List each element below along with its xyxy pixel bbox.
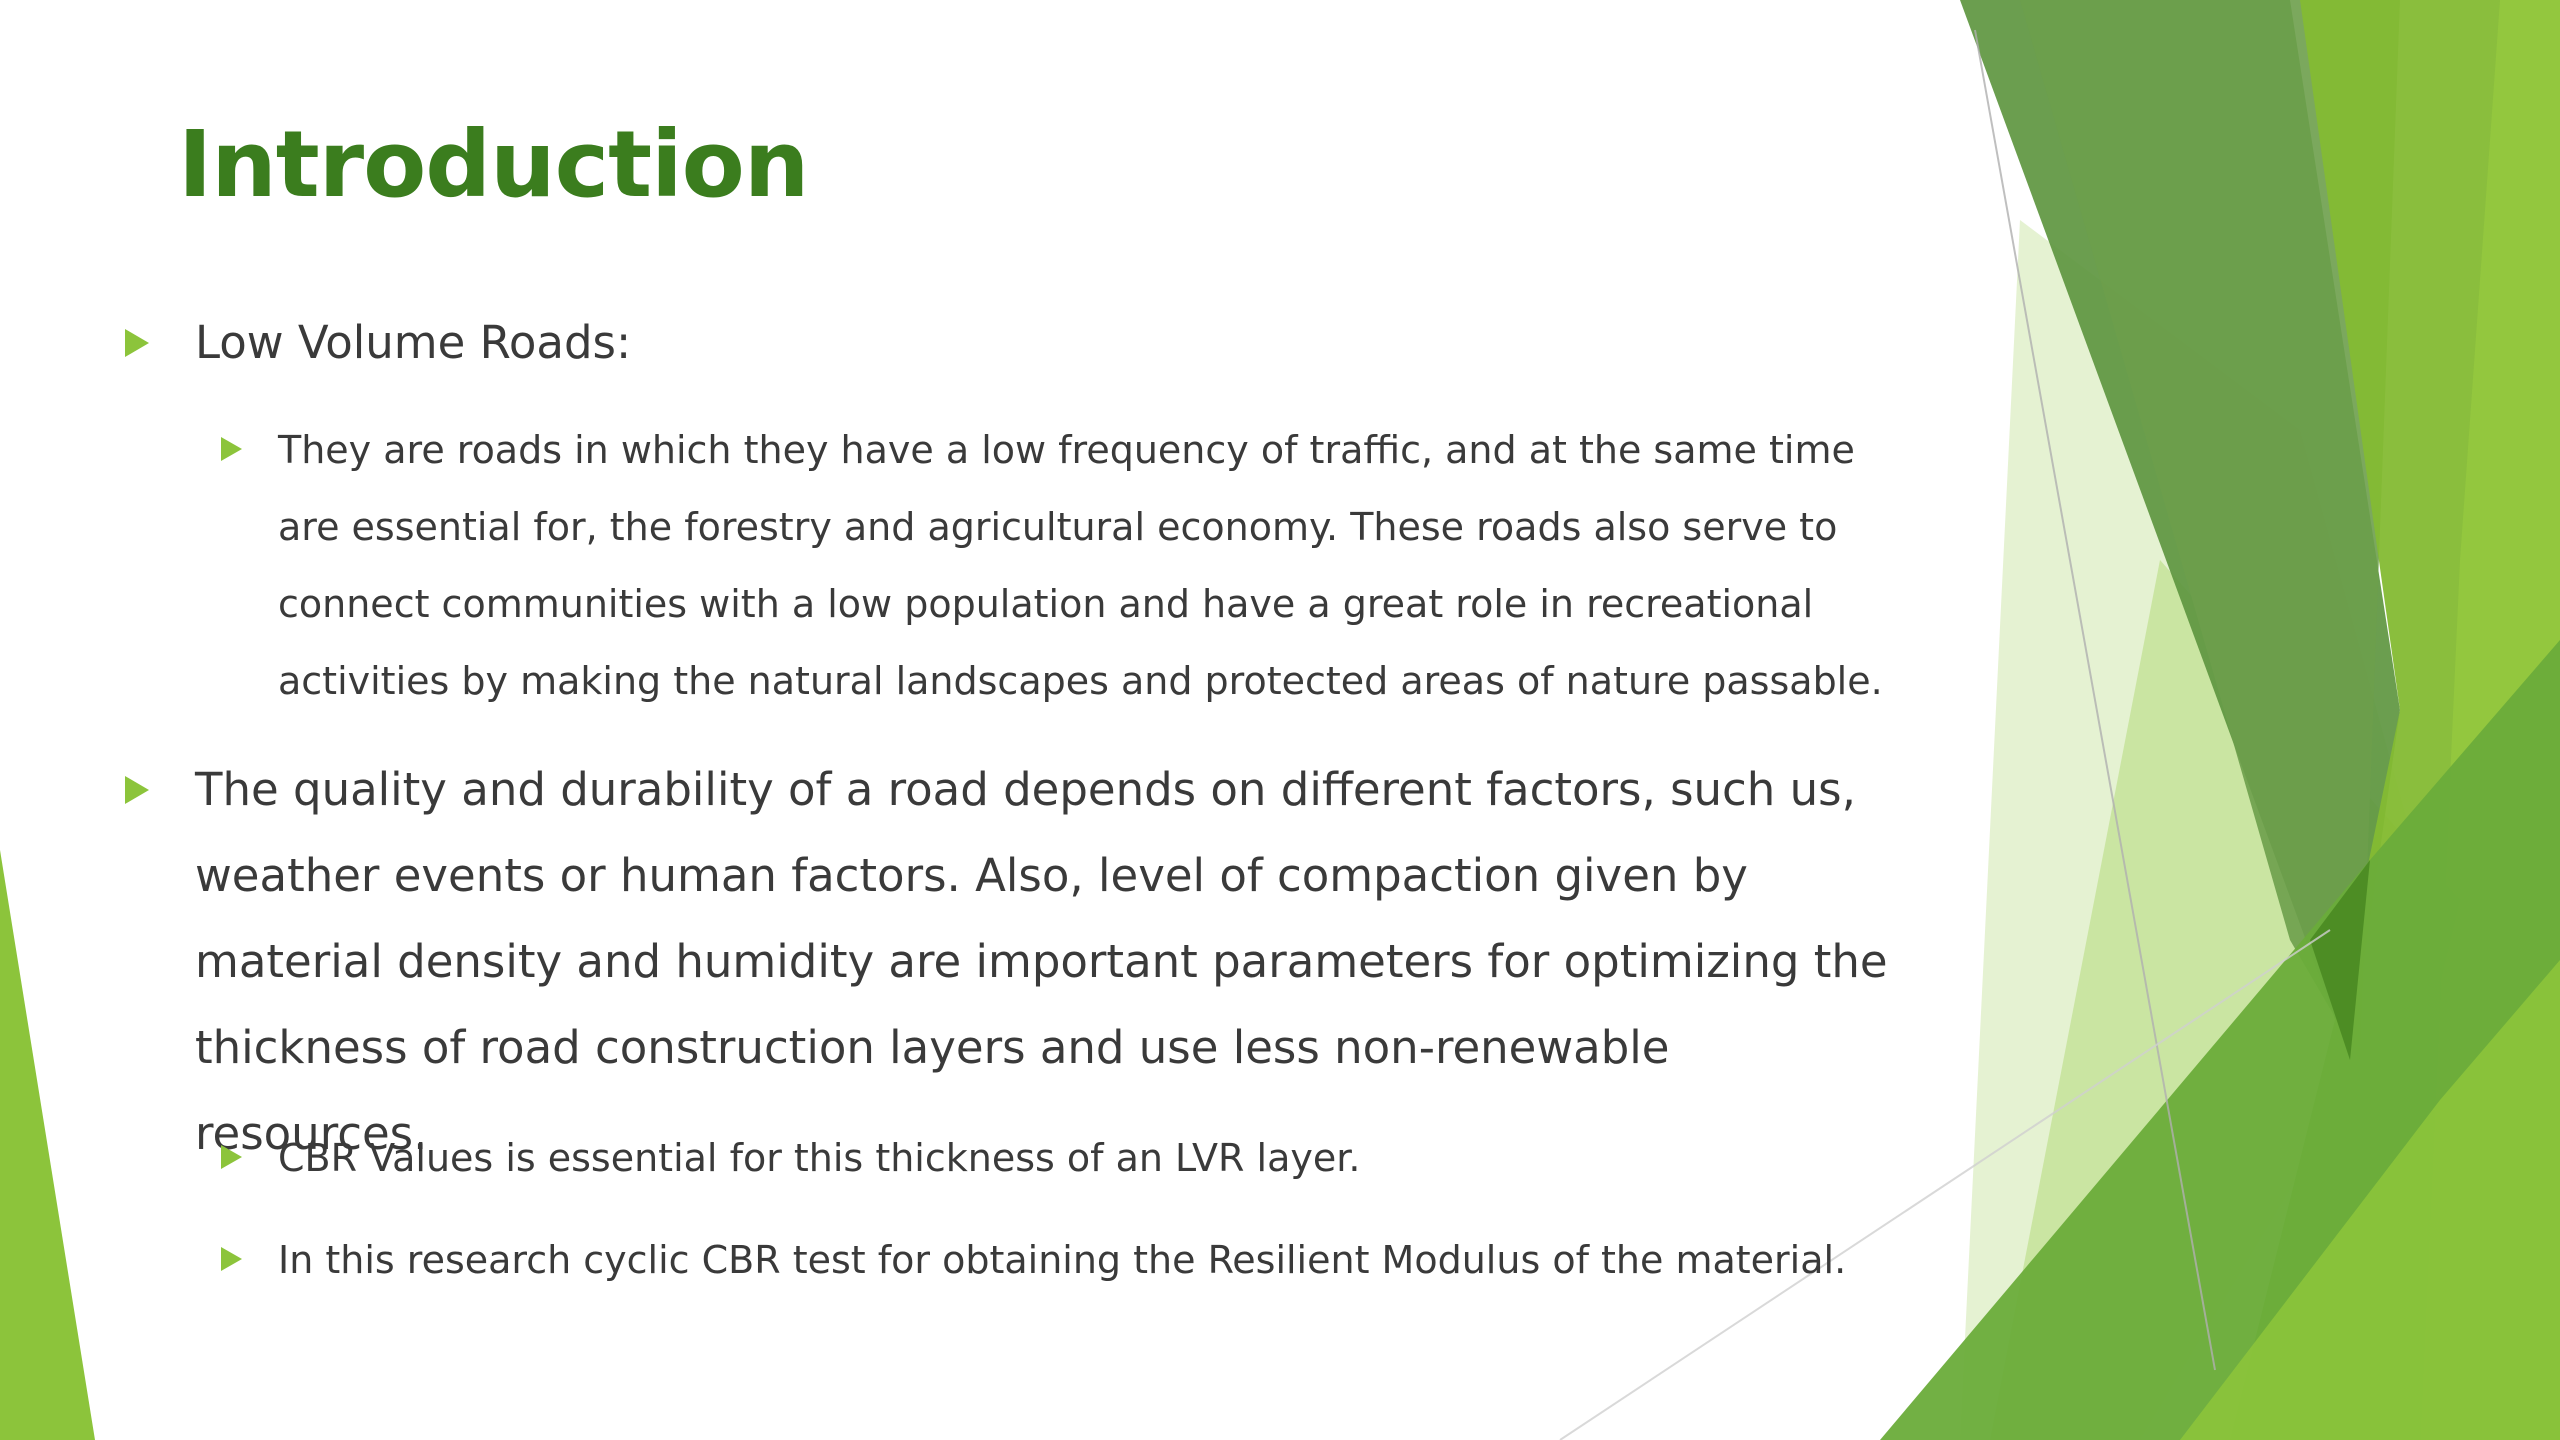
- left-edge-green-shape: [0, 850, 95, 1440]
- bullet-quality-durability: [195, 747, 1915, 1177]
- bullet-text: CBR Values is essential for this thickness of an LVR layer.: [278, 1136, 1361, 1180]
- sub-bullet-cyclic-cbr: [278, 1222, 1918, 1299]
- triangle-right-icon: [125, 776, 149, 804]
- triangle-right-icon: [221, 1145, 242, 1169]
- sub-bullet-cbr-values: [278, 1120, 1918, 1197]
- slide-title: Introduction: [178, 111, 809, 218]
- bullet-text: They are roads in which they have a low frequency of traffic, and at the same time are essential for, the forestry and agricultural economy. These roads also serve to connect communities with a low population and have a great role in recreational activities by making the natural landscapes and protected areas of nature passable.: [278, 428, 1883, 703]
- bullet-text: In this research cyclic CBR test for obtaining the Resilient Modulus of the material.: [278, 1238, 1847, 1282]
- bullet-low-volume-roads: [195, 300, 1915, 386]
- triangle-right-icon: [221, 1247, 242, 1271]
- triangle-right-icon: [125, 329, 149, 357]
- bullet-text: The quality and durability of a road depends on different factors, such us, weather events or human factors. Also, level of compaction given by material density and humidity are important parameters for optimizing the thickness of road construction layers and use less non-renewable resources.: [195, 763, 1888, 1160]
- sub-bullet-definition: [278, 412, 1918, 720]
- bullet-text: Low Volume Roads:: [195, 316, 632, 369]
- triangle-right-icon: [221, 437, 242, 461]
